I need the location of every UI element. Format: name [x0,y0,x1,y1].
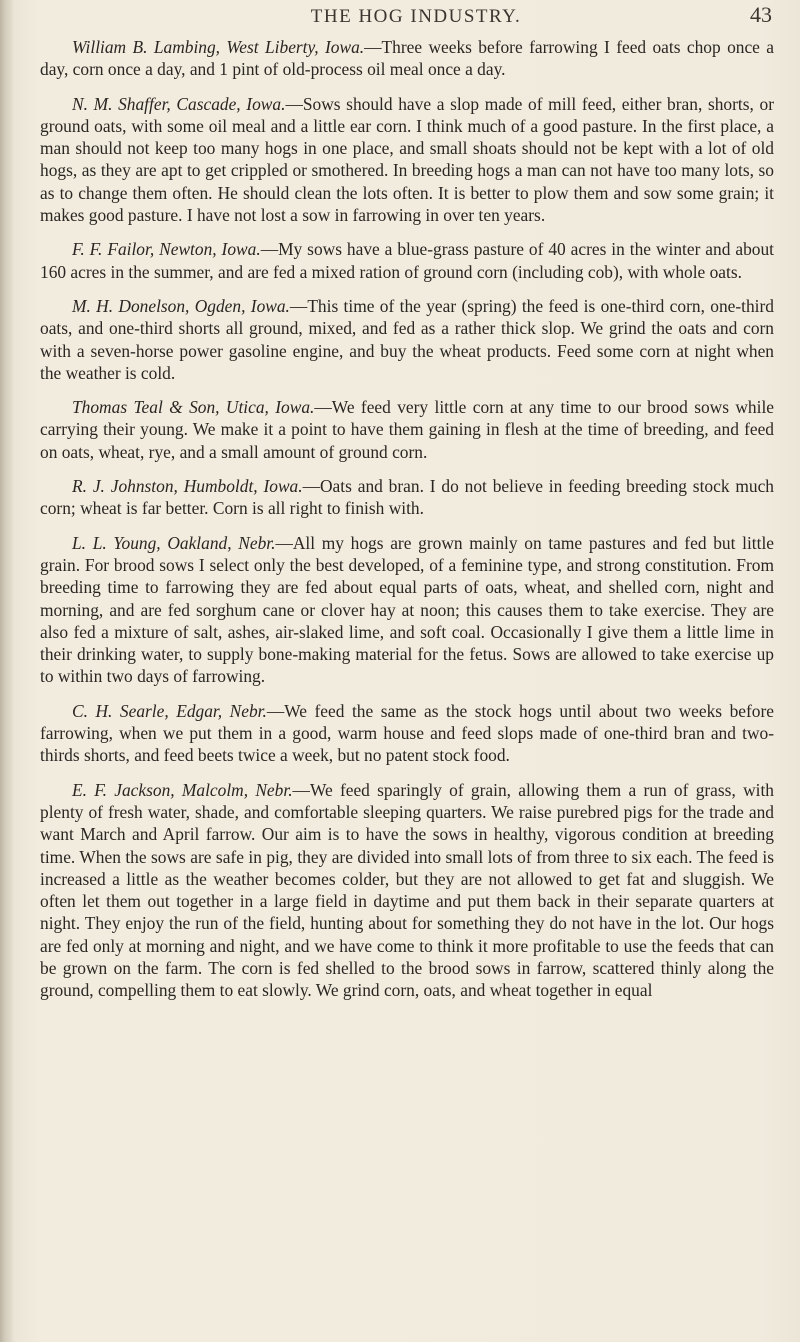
entry-author: R. J. Johnston, Humboldt, Iowa. [72,476,303,497]
entry-author: N. M. Shaffer, Cascade, Iowa. [72,93,286,114]
entry-paragraph [40,295,774,384]
page-number: 43 [750,2,772,27]
entry-paragraph [40,36,774,81]
entry-paragraph [40,779,774,1002]
entry-text: —We feed sparingly of grain, allowing them a run of grass, with plenty of fresh water, shade, and comfortable sleeping quarters. We raise purebred pigs for the trade and want March and April farrow. Our aim is to have the sows in healthy, vigorous condition at breeding time. When the sows are safe in pig, they are divided into small lots of from three to six each. The feed is increased a little as the weather becomes colder, but they are not allowed to get fat and sluggish. We often let them out together in a large field in daytime and put them back in their separate quarters at night. They enjoy the run of the field, hunting about for something they do not have in the lot. Our hogs are fed only at morning and night, and we have come to think it more profitable to use the feeds that can be grown on the farm. The corn is fed shelled to the brood sows in farrow, scattered thinly along the ground, compelling them to eat slowly. We grind corn, oats, and wheat together in equal [40,779,774,1001]
entry-paragraph [40,93,774,227]
entry-author: Thomas Teal & Son, Utica, Iowa. [72,397,315,418]
entry-paragraph [40,532,774,688]
entry-author: E. F. Jackson, Malcolm, Nebr. [72,779,293,800]
page-header [60,2,772,32]
page-body [40,36,774,1014]
entry-text: —My sows have a blue-grass pasture of 40 acres in the winter and about 160 acres in the summer, and are fed a mixed ration of ground corn (including cob), with whole oats. [40,239,774,282]
entry-text: —This time of the year (spring) the feed is one-third corn, one-third oats, and one-third shorts all ground, mixed, and fed as a rather thick slop. We grind the oats and corn with a seven-horse power gasoline engine, and buy the wheat products. Feed some corn at night when the weather is cold. [40,295,774,383]
entry-text: —Three weeks before farrowing I feed oats chop once a day, corn once a day, and 1 pint of old-process oil meal once a day. [40,37,774,80]
entry-author: L. L. Young, Oakland, Nebr. [72,532,276,553]
entry-text: —Sows should have a slop made of mill feed, either bran, shorts, or ground oats, with some oil meal and a little ear corn. I think much of a good pasture. In the first place, a man should not keep too many hogs in one place, and small shoats should not be kept with a lot of old hogs, as they are apt to get crippled or smothered. In breeding hogs a man can not have too many lots, so as to change them often. He should clean the lots often. It is better to plow them and sow some grain; it makes good pasture. I have not lost a sow in farrowing in over ten years. [40,93,774,226]
entry-author: F. F. Failor, Newton, Iowa. [72,239,261,260]
entry-paragraph [40,396,774,463]
entry-text: —All my hogs are grown mainly on tame pastures and fed but little grain. For brood sows I select only the best developed, of a feminine type, and strong constitution. From breeding time to farrowing they are fed about equal parts of oats, wheat, and shelled corn, night and morning, and are fed sorghum cane or clover hay at noon; this causes them to take exercise. They are also fed a mixture of salt, ashes, air-slaked lime, and soft coal. Occasionally I give them a little lime in their drinking water, to supply bone-making material for the fetus. Sows are allowed to take exercise up to within two days of farrowing. [40,532,774,687]
entry-author: C. H. Searle, Edgar, Nebr. [72,700,267,721]
entry-paragraph [40,475,774,520]
entry-paragraph [40,700,774,767]
entry-author: William B. Lambing, West Liberty, Iowa. [72,37,365,57]
entry-paragraph [40,238,774,283]
running-head: THE HOG INDUSTRY. [310,6,522,27]
entry-text: —Oats and bran. I do not believe in feeding breeding stock much corn; wheat is far better. Corn is all right to finish with. [40,476,774,519]
binding-gutter [0,0,14,1342]
entry-text: —We feed the same as the stock hogs until about two weeks before farrowing, when we put them in a good, warm house and feed slops made of one-third bran and two-thirds shorts, and feed beets twice a week, but no patent stock food. [40,700,774,766]
entry-text: —We feed very little corn at any time to our brood sows while carrying their young. We make it a point to have them gaining in flesh at the time of breeding, and feed on oats, wheat, rye, and a small amount of ground corn. [40,397,775,462]
entry-author: M. H. Donelson, Ogden, Iowa. [72,295,290,316]
